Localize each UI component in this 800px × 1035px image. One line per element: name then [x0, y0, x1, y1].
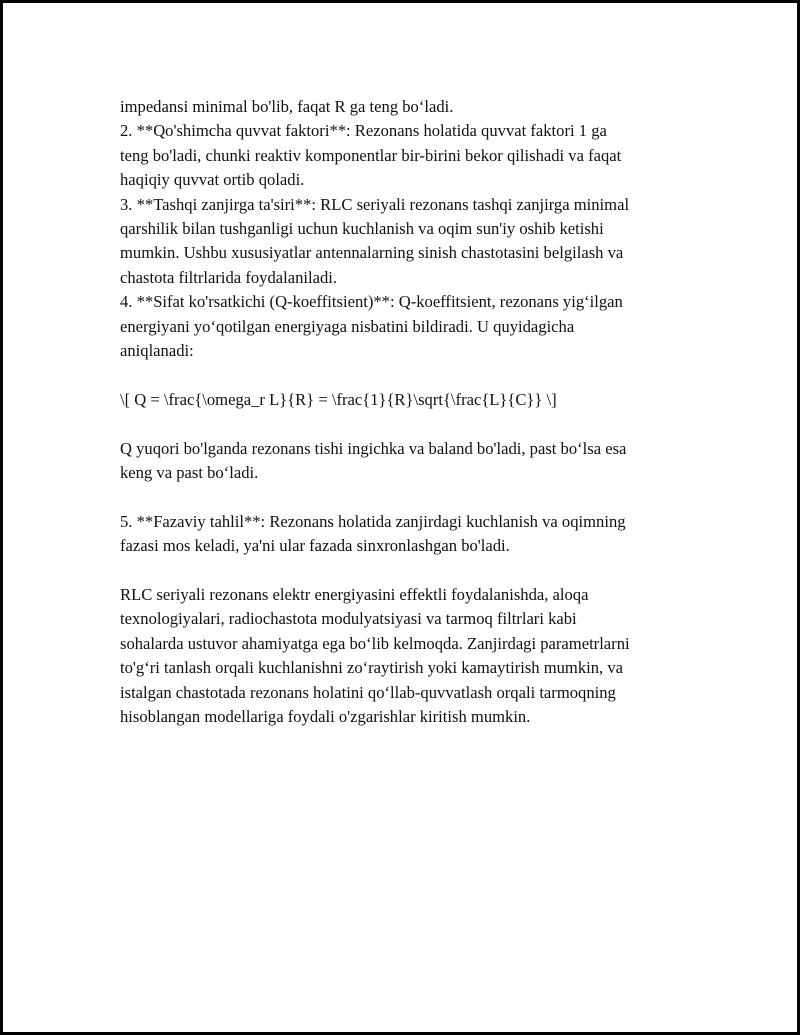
- text-line: fazasi mos keladi, ya'ni ular fazada sinxronlashgan bo'ladi.: [120, 536, 510, 556]
- blank-line: [120, 363, 690, 387]
- blank-line: [120, 485, 690, 509]
- text-line: texnologiyalari, radiochastota modulyatsiyasi va tarmoq filtrlari kabi: [120, 609, 577, 629]
- text-line: 4. **Sifat ko'rsatkichi (Q-koeffitsient)**: Q-koeffitsient, rezonans yig‘ilgan: [120, 292, 623, 312]
- text-line: sohalarda ustuvor ahamiyatga ega bo‘lib kelmoqda. Zanjirdagi parametrlarni: [120, 633, 630, 653]
- text-line: impedansi minimal bo'lib, faqat R ga teng bo‘ladi.: [120, 97, 454, 116]
- text-line: 2. **Qo'shimcha quvvat faktori**: Rezonans holatida quvvat faktori 1 ga: [120, 121, 607, 141]
- text-line: hisoblangan modellariga foydali o'zgarishlar kiritish mumkin.: [120, 707, 531, 727]
- text-line: aniqlanadi:: [120, 341, 194, 361]
- text-line: qarshilik bilan tushganligi uchun kuchlanish va oqim sun'iy oshib ketishi: [120, 219, 604, 239]
- blank-line: [120, 412, 690, 436]
- text-line: 5. **Fazaviy tahlil**: Rezonans holatida zanjirdagi kuchlanish va oqimning: [120, 511, 626, 531]
- text-line: 3. **Tashqi zanjirga ta'siri**: RLC seriyali rezonans tashqi zanjirga minimal: [120, 194, 630, 214]
- text-line: energiyani yo‘qotilgan energiyaga nisbatini bildiradi. U quyidagicha: [120, 316, 575, 336]
- text-line: haqiqiy quvvat ortib qoladi.: [120, 170, 305, 190]
- text-line: teng bo'ladi, chunki reaktiv komponentlar bir-birini bekor qilishadi va faqat: [120, 145, 622, 165]
- formula-line: \[ Q = \frac{\omega_r L}{R} = \frac{1}{R}\sqrt{\frac{L}{C}} \]: [120, 389, 557, 409]
- text-line: Q yuqori bo'lganda rezonans tishi ingichka va baland bo'ladi, past bo‘lsa esa: [120, 438, 627, 458]
- document-body: [120, 95, 690, 730]
- blank-line: [120, 559, 690, 583]
- text-line: keng va past bo‘ladi.: [120, 463, 259, 483]
- text-line: to'g‘ri tanlash orqali kuchlanishni zo‘raytirish yoki kamaytirish mumkin, va: [120, 658, 624, 678]
- text-line: istalgan chastotada rezonans holatini qo‘llab-quvvatlash orqali tarmoqning: [120, 682, 616, 702]
- text-line: mumkin. Ushbu xususiyatlar antennalarning sinish chastotasini belgilash va: [120, 243, 624, 263]
- text-line: RLC seriyali rezonans elektr energiyasini effektli foydalanishda, aloqa: [120, 585, 589, 605]
- text-line: chastota filtrlarida foydalaniladi.: [120, 267, 338, 287]
